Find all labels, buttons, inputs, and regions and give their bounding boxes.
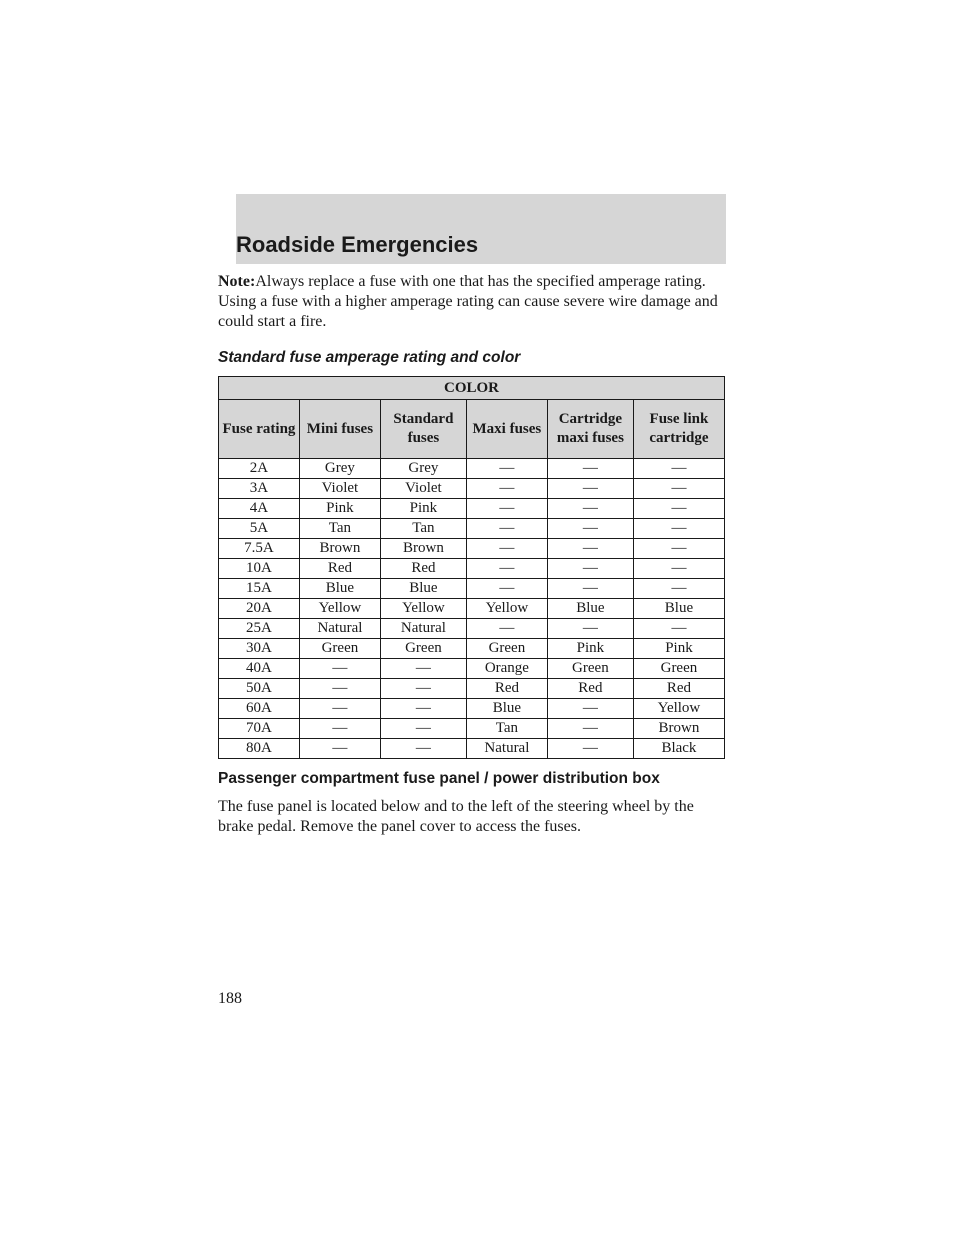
page-content xyxy=(218,272,728,837)
table-cell: Grey xyxy=(380,459,466,479)
table-cell: — xyxy=(380,719,466,739)
table-row xyxy=(219,459,725,479)
table-cell: Yellow xyxy=(299,599,380,619)
table-cell: Blue xyxy=(466,699,547,719)
table-row xyxy=(219,599,725,619)
table-cell: Red xyxy=(299,559,380,579)
table-row xyxy=(219,739,725,759)
table-cell: — xyxy=(547,539,633,559)
table-cell: Pink xyxy=(547,639,633,659)
table-cell: 15A xyxy=(219,579,300,599)
table-cell: — xyxy=(466,499,547,519)
column-header-row xyxy=(219,400,725,459)
table-cell: — xyxy=(466,579,547,599)
table-cell: 50A xyxy=(219,679,300,699)
table-cell: Blue xyxy=(380,579,466,599)
table-cell: — xyxy=(299,679,380,699)
table-row xyxy=(219,659,725,679)
table-cell: — xyxy=(299,719,380,739)
table-cell: — xyxy=(466,539,547,559)
note-text: Always replace a fuse with one that has the specified amperage rating. Using a fuse with a higher amperage rating can cause severe wire damage and could start a fire. xyxy=(218,273,718,330)
section-title: Roadside Emergencies xyxy=(236,232,479,257)
table-cell: — xyxy=(380,699,466,719)
table-cell: 4A xyxy=(219,499,300,519)
table-cell: 2A xyxy=(219,459,300,479)
table-cell: — xyxy=(633,459,724,479)
table-row xyxy=(219,539,725,559)
table-cell: — xyxy=(466,459,547,479)
table-cell: — xyxy=(547,459,633,479)
table-cell: Green xyxy=(380,639,466,659)
table-cell: — xyxy=(633,559,724,579)
table-cell: Pink xyxy=(299,499,380,519)
page-number: 188 xyxy=(218,990,242,1007)
column-header: Maxi fuses xyxy=(466,400,547,459)
table-cell: — xyxy=(547,719,633,739)
table-cell: — xyxy=(547,519,633,539)
table-cell: — xyxy=(633,519,724,539)
table-row xyxy=(219,639,725,659)
table-row xyxy=(219,559,725,579)
table-cell: Natural xyxy=(380,619,466,639)
column-header: Standard fuses xyxy=(380,400,466,459)
table-cell: — xyxy=(299,659,380,679)
table-cell: Green xyxy=(299,639,380,659)
table-cell: Pink xyxy=(633,639,724,659)
table-cell: — xyxy=(299,699,380,719)
table-row xyxy=(219,479,725,499)
table-cell: 5A xyxy=(219,519,300,539)
table-cell: Green xyxy=(466,639,547,659)
table-cell: — xyxy=(547,479,633,499)
note-paragraph xyxy=(218,272,728,332)
table-cell: — xyxy=(380,739,466,759)
table-row xyxy=(219,619,725,639)
table-cell: Yellow xyxy=(380,599,466,619)
table-cell: — xyxy=(466,559,547,579)
table-cell: 25A xyxy=(219,619,300,639)
fuse-table-body xyxy=(219,459,725,759)
table-cell: — xyxy=(633,619,724,639)
table-cell: Blue xyxy=(547,599,633,619)
table-cell: — xyxy=(466,519,547,539)
table-cell: — xyxy=(633,479,724,499)
table-cell: Blue xyxy=(299,579,380,599)
table-cell: 7.5A xyxy=(219,539,300,559)
table-row xyxy=(219,519,725,539)
table-row xyxy=(219,579,725,599)
table-cell: Grey xyxy=(299,459,380,479)
table-cell: Tan xyxy=(466,719,547,739)
table-cell: — xyxy=(547,739,633,759)
table-cell: — xyxy=(380,679,466,699)
table-cell: 60A xyxy=(219,699,300,719)
table-cell: — xyxy=(466,479,547,499)
column-header: Fuse rating xyxy=(219,400,300,459)
table-cell: 10A xyxy=(219,559,300,579)
table-cell: Tan xyxy=(380,519,466,539)
table-cell: Pink xyxy=(380,499,466,519)
table-cell: Green xyxy=(633,659,724,679)
table-cell: — xyxy=(547,619,633,639)
table-cell: 30A xyxy=(219,639,300,659)
table-cell: Yellow xyxy=(633,699,724,719)
table-cell: 40A xyxy=(219,659,300,679)
table-cell: — xyxy=(633,499,724,519)
table-cell: 80A xyxy=(219,739,300,759)
table-cell: Red xyxy=(547,679,633,699)
table-cell: Violet xyxy=(299,479,380,499)
table-cell: — xyxy=(299,739,380,759)
table-cell: Natural xyxy=(299,619,380,639)
color-group-header: COLOR xyxy=(219,377,725,400)
column-header: Cartridge maxi fuses xyxy=(547,400,633,459)
table-cell: 3A xyxy=(219,479,300,499)
table-cell: — xyxy=(633,579,724,599)
table-cell: Red xyxy=(466,679,547,699)
table-cell: — xyxy=(547,579,633,599)
fuse-panel-heading: Passenger compartment fuse panel / power distribution box xyxy=(218,770,660,787)
note-label: Note: xyxy=(218,273,256,290)
table-row xyxy=(219,699,725,719)
table-cell: Green xyxy=(547,659,633,679)
table-cell: Orange xyxy=(466,659,547,679)
table-cell: Blue xyxy=(633,599,724,619)
table-row xyxy=(219,679,725,699)
table-cell: Violet xyxy=(380,479,466,499)
table-cell: Red xyxy=(380,559,466,579)
table-cell: 20A xyxy=(219,599,300,619)
table-cell: Natural xyxy=(466,739,547,759)
table-cell: Red xyxy=(633,679,724,699)
table-cell: — xyxy=(547,559,633,579)
fuse-table xyxy=(218,376,725,759)
table-row xyxy=(219,499,725,519)
table-cell: Yellow xyxy=(466,599,547,619)
table-cell: 70A xyxy=(219,719,300,739)
column-header: Mini fuses xyxy=(299,400,380,459)
column-header: Fuse link cartridge xyxy=(633,400,724,459)
fuse-panel-text: The fuse panel is located below and to the left of the steering wheel by the brake pedal. Remove the panel cover to access the fuses. xyxy=(218,798,694,835)
table-cell: Black xyxy=(633,739,724,759)
table-cell: Brown xyxy=(633,719,724,739)
table-cell: — xyxy=(547,699,633,719)
table-cell: Brown xyxy=(299,539,380,559)
table-title: Standard fuse amperage rating and color xyxy=(218,349,521,366)
table-cell: — xyxy=(466,619,547,639)
table-cell: Brown xyxy=(380,539,466,559)
table-cell: — xyxy=(380,659,466,679)
table-cell: — xyxy=(633,539,724,559)
table-row xyxy=(219,719,725,739)
table-cell: Tan xyxy=(299,519,380,539)
table-cell: — xyxy=(547,499,633,519)
